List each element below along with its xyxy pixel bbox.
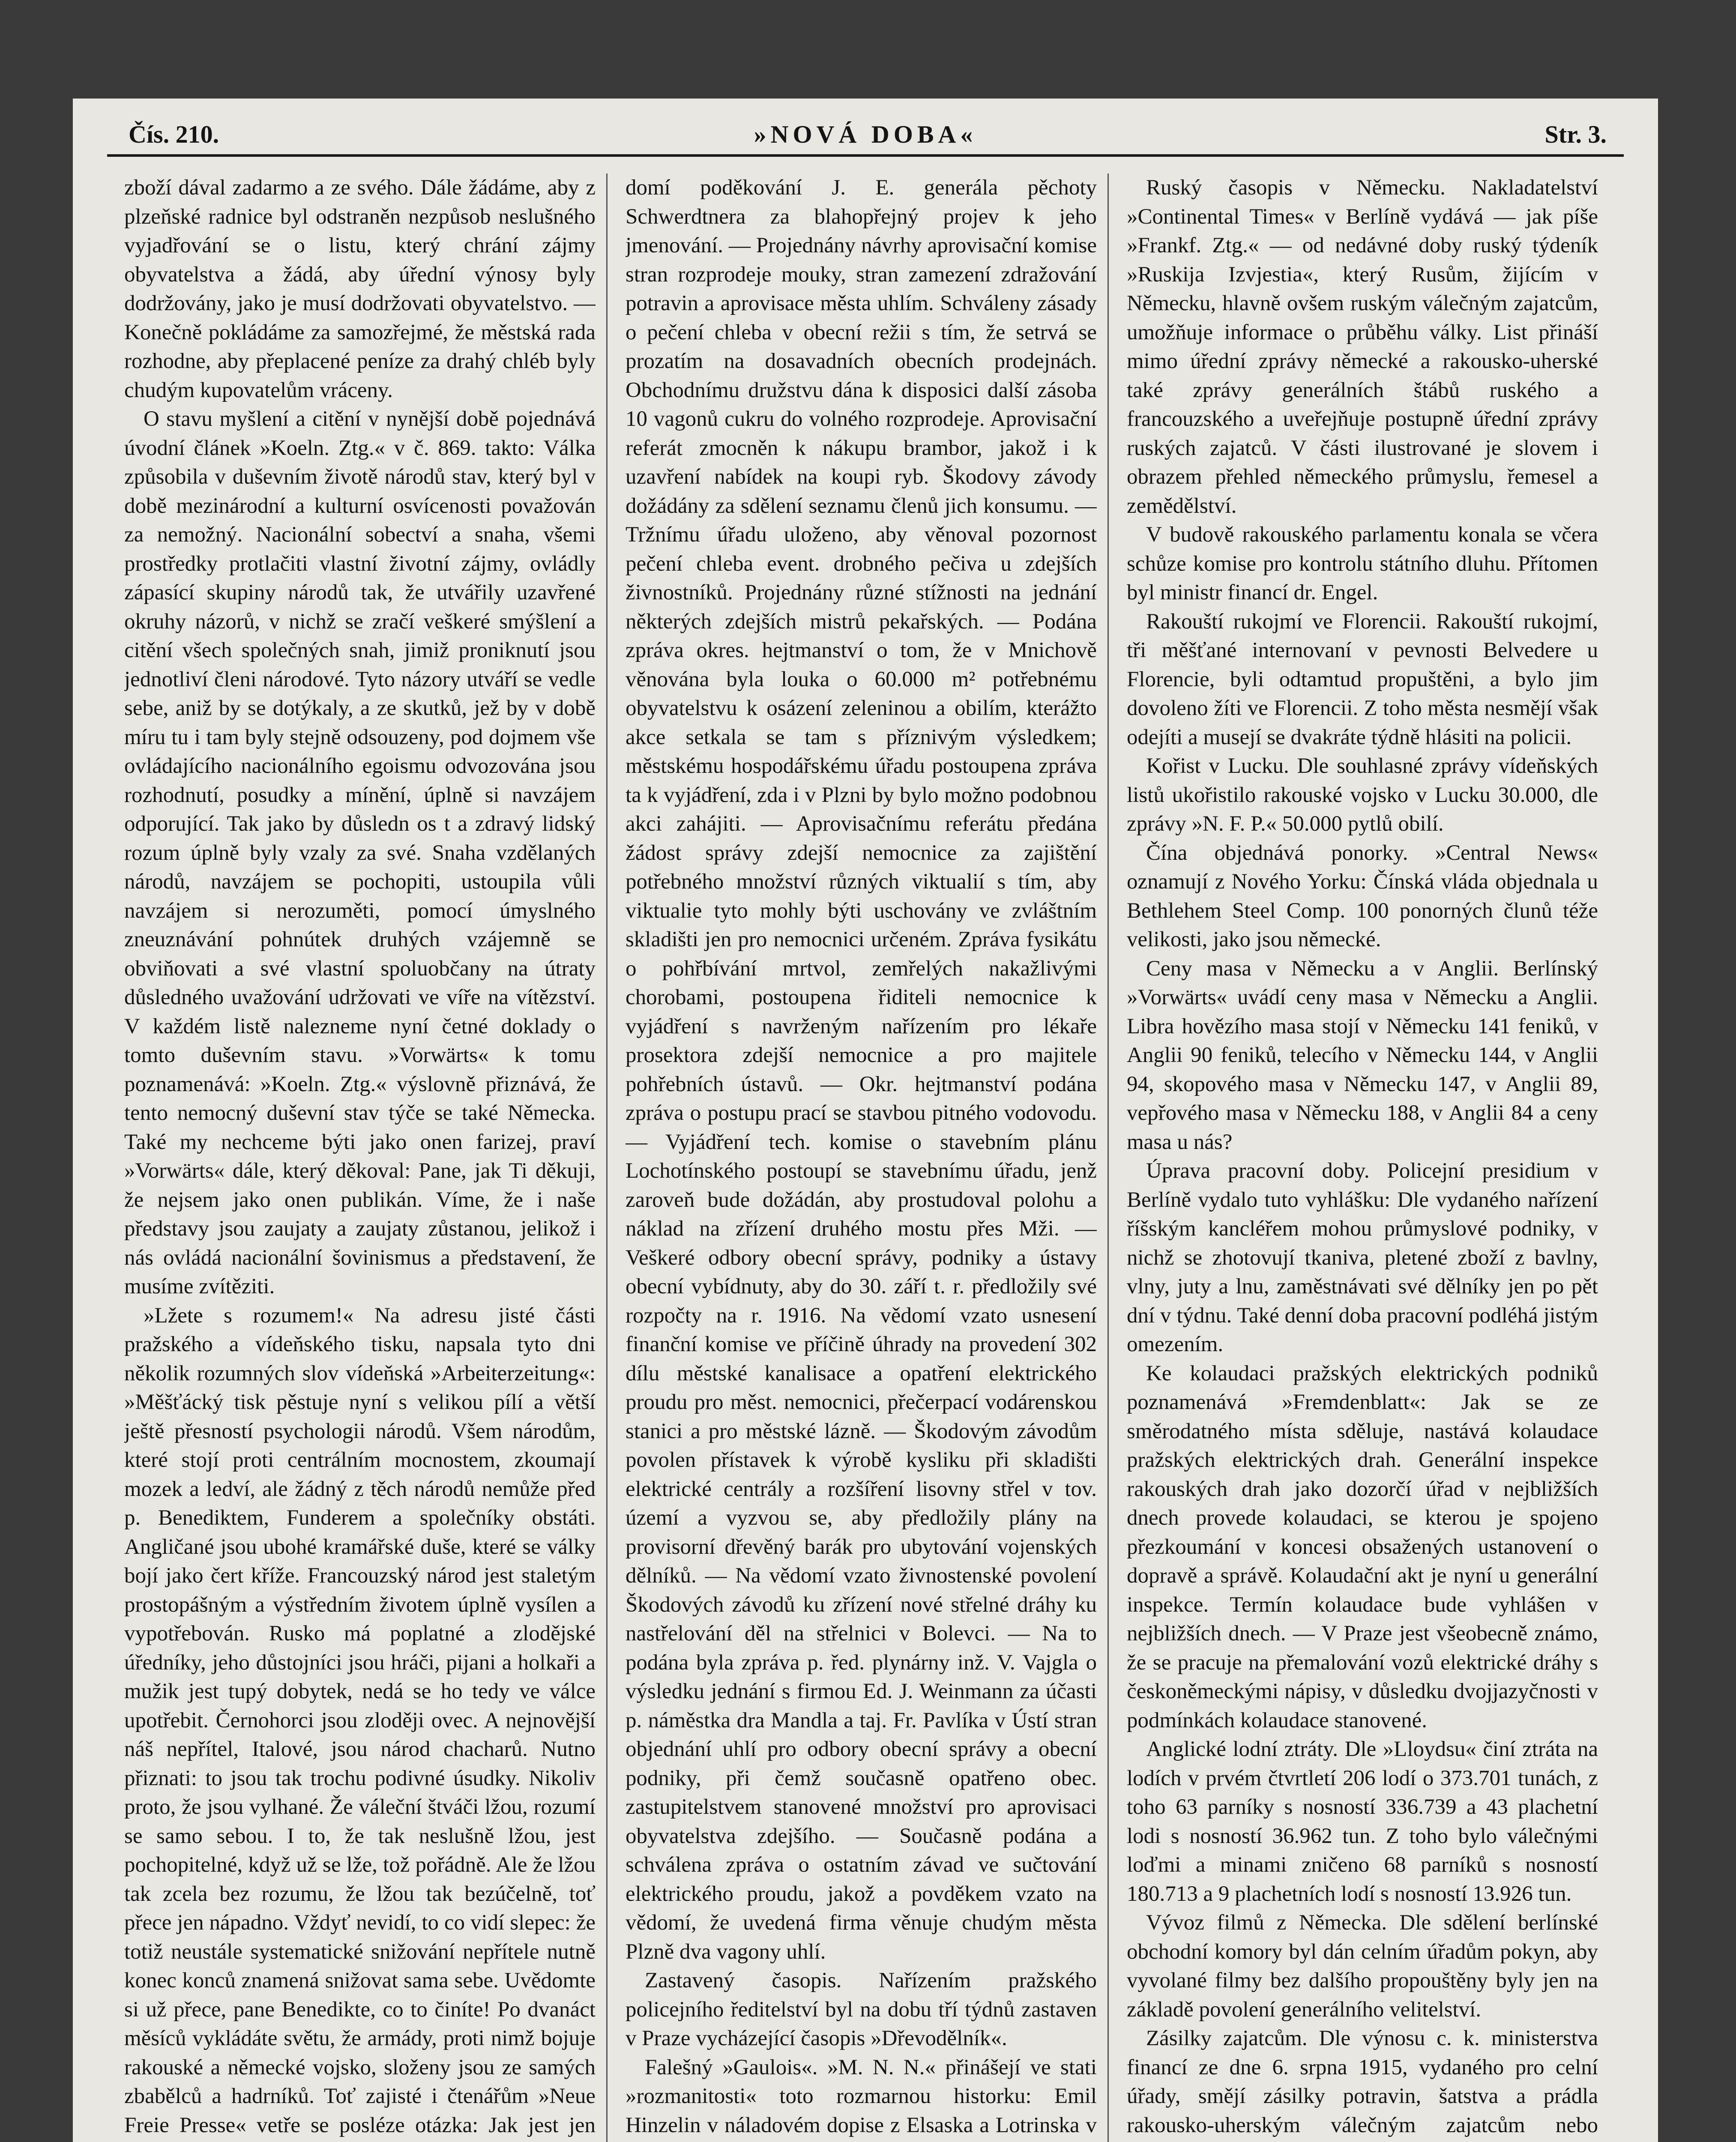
article-paragraph: zboží dával zadarmo a ze svého. Dále žádáme, aby z plzeňské radnice byl odstraněn nezpůsob neslušného vyjadřování se o listu, který chrání zájmy obyvatelstva a žádá, aby úřední výnosy byly dodržovány, jako je musí dodržovati obyvatelstvo. — Konečně pokládáme za samozřejmé, že městská rada rozhodne, aby přeplacené peníze za drahý chléb byly chudým kupovatelům vráceny. [124, 176, 596, 402]
article-paragraph: domí poděkování J. E. generála pěchoty Schwerdtnera za blahopřejný projev k jeho jmenování. — Projednány návrhy aprovisační komise stran rozprodeje mouky, stran zamezení zdražování potravin a aprovisace města uhlím. Schváleny zásady o pečení chleba v obecní režii s tím, že setrvá se prozatím na dosavadních obecních prodejnách. Obchodnímu družstvu dána k disposici další zásoba 10 vagonů cukru do volného rozprodeje. Aprovisační referát zmocněn k nákupu brambor, jakož i k uzavření nabídek na koupi ryb. Škodovy závody dožádány za sdělení seznamu členů jich konsumu. — Tržnímu úřadu uloženo, aby věnoval pozornost pečení chleba event. drobného pečiva u zdejších živnostníků. Projednány různé stížnosti na jednání některých zdejších mistrů pekařských. — Podána zpráva okres. hejtmanství o tom, že v Mnichově věnována byla louka o 60.000 m² potřebnému obyvatelstvu k osázení zeleninou a obilím, kterážto akce setkala se tam s příznivým výsledkem; městskému hospodářskému úřadu postoupena zpráva ta k vyjádření, zda i v Plzni by bylo možno podobnou akci zahájiti. — Aprovisačnímu referátu předána žádost správy zdejší nemocnice za zajištění potřebného množství různých viktualií s tím, aby viktualie tyto mohly býti uschovány ve zvláštním skladišti jen pro nemocnici určeném. Zpráva fysikátu o pohřbívání mrtvol, zemřelých nakažlivými chorobami, postoupena řiditeli nemocnice k vyjádření s navrženým nařízením pro lékaře prosektora zdejší nemocnice a pro majitele pohřebních ústavů. — Okr. hejtmanství podána zpráva o postupu prací se stavbou pitného vodovodu. — Vyjádření tech. komise o stavebním plánu Lochotínského postoupí se stavebnímu úřadu, jenž zaroveň bude dožádán, aby prostudoval polohu a náklad na zřízení druhého mostu přes Mži. — Veškeré odbory obecní správy, podniky a ústavy obecní vybídnuty, aby do 30. září t. r. předložily své rozpočty na r. 1916. Na vědomí vzato usnesení finanční komise ve příčině úhrady na provedení 302 dílu městské kanalisace a opatření elektrického proudu pro měst. nemocnici, přečerpací vodárenskou stanici a pro městské lázně. — Škodovým závodům povolen přístavek k výrobě kysliku při skladišti elektrické centrály a rozšíření lisovny střel v tov. území a vyzvou se, aby předložily plány na provisorní dřevěný barák pro ubytování vojenských dělníků. — Na vědomí vzato živnostenské povolení Škodových závodů ku zřízení nové střelné dráhy ku nastřelování děl na střelnici v Bolevci. — Na to podána byla zpráva p. řed. plynárny inž. V. Vajgla o výsledku jednání s firmou Ed. J. Weinmann za účasti p. náměstka dra Mandla a taj. Fr. Pavlíka v Ústí stran objednání uhlí pro odbory obecní správy a obecní podniky, při čemž současně opatřeno obec. zastupitelstvem stanovené množství pro aprovisaci obyvatelstva zdejšího. — Současně podána a schválena zpráva o ostatním závad ve sučtování elektrického proudu, jakož a povděkem vzato na vědomí, že uvedená firma věnuje chudým města Plzně dva vagony uhlí. [626, 176, 1097, 1964]
article-paragraph: V budově rakouského parlamentu konala se včera schůze komise pro kontrolu státního dluhu. Přítomen byl ministr financí dr. Engel. [1127, 523, 1598, 604]
article-paragraph: Anglické lodní ztráty. Dle »Lloydsu« činí ztráta na lodích v prvém čtvrtletí 206 lodí o 373.701 tunách, z toho 63 parníky s nosností 336.739 a 43 plachetní lodi s nosností 36.962 tun. Z toho bylo válečnými loďmi a minami zničeno 68 parníků s nosností 180.713 a 9 plachetních lodí s nosností 13.926 tun. [1127, 1737, 1598, 1906]
column-divider [1107, 174, 1109, 2142]
article-paragraph: Vývoz filmů z Německa. Dle sdělení berlínské obchodní komory byl dán celním úřadům pokyn, aby vyvolané filmy bez dalšího propouštěny byly jen na základě povolení generálního velitelství. [1127, 1911, 1598, 2022]
page-number: Str. 3. [1544, 120, 1607, 148]
article-paragraph: Čína objednává ponorky. »Central News« oznamují z Nového Yorku: Čínská vláda objednala u Bethlehem Steel Comp. 100 ponorných člunů téže velikosti, jako jsou německé. [1127, 841, 1598, 951]
article-paragraph: Ceny masa v Německu a v Anglii. Berlínský »Vorwärts« uvádí ceny masa v Německu a Anglii. Libra hovězího masa stojí v Německu 141 feniků, v Anglii 90 feniků, telecího v Německu 144, v Anglii 94, skopového masa v Německu 147, v Anglii 89, vepřového masa v Německu 188, v Anglii 84 a ceny masa u nás? [1127, 956, 1598, 1154]
article-paragraph: Kořist v Lucku. Dle souhlasné zprávy vídeňských listů ukořistilo rakouské vojsko v Lucku 30.000, dle zprávy »N. F. P.« 50.000 pytlů obilí. [1127, 754, 1598, 836]
article-paragraph: Falešný »Gaulois«. »M. N. N.« přinášejí ve stati »rozmanitosti« toto rozmarnou historku: Emil Hinzelin v náladovém dopise z Elsaska a Lotrinska v [626, 2055, 1097, 2137]
article-paragraph: Rakouští rukojmí ve Florencii. Rakouští rukojmí, tři měšťané internovaní v pevnosti Belvedere u Florencie, byli odtamtud propuštěni, a bylo jim dovoleno žíti ve Florencii. Z toho města nesmějí však odejíti a musejí se dvakráte týdně hlásiti na policii. [1127, 609, 1598, 749]
header-rule [107, 154, 1624, 157]
article-paragraph: O stavu myšlení a citění v nynější době pojednává úvodní článek »Koeln. Ztg.« v č. 869. takto: Válka způsobila v duševním životě národů stav, který byl v době mezinárodní a kulturní osvícenosti považován za nemožný. Nacionální sobectví a snaha, všemi prostředky protlačiti vlastní životní zájmy, ovládly zápasící skupiny národů tak, že utvářily uzavřené okruhy názorů, v nichž se zračí veškeré smýšlení a citění všech společných snah, jimiž proniknutí jsou jednotliví členi národové. Tyto názory utváří se vedle sebe, aniž by se dotýkaly, a ze skutků, jež by v době míru tu i tam byly stejně odsouzeny, pod dojmem vše ovládajícího nacionálního egoismu odvozována jsou rozhodnutí, posudky a mínění, úplně si navzájem odporující. Tak jako by důsledn os t a zdravý lidský rozum úplně byly vzaly za své. Snaha vzdělaných národů, navzájem se pochopiti, ustoupila vůli navzájem si nerozuměti, pomocí úmyslného zneuznávání pohnútek druhých vzájemně se obviňovati a své vlastní spoluobčany na útraty důsledného uvažování udržovati ve víře na vítězství. V každém listě nalezneme nyní četné doklady o tomto duševním stavu. »Vorwärts« k tomu poznamenává: »Koeln. Ztg.« výslovně přiznává, že tento nemocný duševní stav týče se také Německa. Také my nechceme býti jako onen farizej, praví »Vorwärts« dále, který děkoval: Pane, jak Ti děkuji, že nejsem jako onen publikán. Víme, že i naše představy jsou zaujaty a zaujaty zůstanou, jelikož i nás ovládá nacionální šovinismus a představení, že musíme zvítěziti. [124, 407, 596, 1298]
article-paragraph: Zastavený časopis. Nařízením pražského policejního ředitelství byl na dobu tří týdnů zastaven v Praze vycházející časopis »Dřevodělník«. [626, 1968, 1097, 2050]
column-1 [124, 174, 596, 2142]
column-divider [606, 174, 608, 2142]
article-paragraph: »Lžete s rozumem!« Na adresu jisté části pražského a vídeňského tisku, napsala tyto dni několik rozumných slov vídeňská »Arbeiterzeitung«: »Měšťácký tisk pěstuje nyní s velikou pílí a větší ještě přesností psychologii národů. Všem národům, které stojí proti centrálním mocnostem, zkoumají mozek a ledví, ale žádný z těch národů nemůže před p. Benediktem, Funderem a společníky obstáti. Angličané jsou ubohé kramářské duše, které se války bojí jako čert kříže. Francouzský národ jest staletým prostopášným a výstředním životem úplně vysílen a vypotřebován. Rusko má poplatné a zlodějské úředníky, jeho důstojníci jsou hráči, pijani a holkaři a mužik jest tupý dobytek, nedá se ho tedy ve válce upotřebit. Černohorci jsou zloději ovec. A nejnovější náš nepřítel, Italové, jsou národ chacharů. Nutno přiznati: to jsou tak trochu podivné úsudky. Nikoliv proto, že jsou vylhané. Že váleční štváči lžou, rozumí se samo sebou. I to, že tak neslušně lžou, jest pochopitelné, když už se lže, tož pořádně. Ale že lžou tak zcela bez rozumu, že lžou tak bezúčelně, toť přece jen nápadno. Vždyť nevidí, to co vidí slepec: že totiž neustále systematické snižování nepřítele nutně konec konců znamená snižovat sama sebe. Uvědomte si už přece, pane Benedikte, co to činíte! Po dvanáct měsíců vykládáte světu, že armády, proti nimž bojuje rakouské a německé vojsko, složeny jsou ze samých zbabělců a hadrníků. Toť zajisté i čtenářům »Neue Freie Presse« vetře se posléze otázka: Jak jest jen [124, 1303, 596, 2137]
column-3 [1127, 174, 1598, 2142]
article-paragraph: Zásilky zajatcům. Dle výnosu c. k. ministerstva financí ze dne 6. srpna 1915, vydaného pro celní úřady, smějí zásilky potravin, šatstva a prádla rakousko-uherským válečným zajatcům nebo [1127, 2026, 1598, 2137]
masthead-title: »NOVÁ DOBA« [754, 120, 977, 148]
column-2 [626, 174, 1097, 2142]
article-paragraph: Ruský časopis v Německu. Nakladatelství »Continental Times« v Berlíně vydává — jak píše »Frankf. Ztg.« — od nedávné doby ruský týdeník »Ruskija Izvjestia«, který Rusům, žijícím v Německu, hlavně ovšem ruským válečným zajatcům, umožňuje informace o průběhu války. List přináší mimo úřední zprávy německé a rakousko-uherské také zprávy generálních štábů ruského a francouzského a uveřejňuje postupně úřední zprávy ruských zajatců. V části ilustrované je slovem i obrazem přehled německého průmyslu, řemesel a zemědělství. [1127, 176, 1598, 518]
page-header [73, 111, 1658, 167]
article-paragraph: Ke kolaudaci pražských elektrických podniků poznamenává »Fremdenblatt«: Jak se ze směrodatného místa sděluje, nastává kolaudace pražských elektrických drah. Generální inspekce rakouských drah jako dozorčí úřad v nejbližších dnech provede kolaudaci, se kterou je spojeno přezkoumání v koncesi obsažených ustanovení o dopravě a správě. Kolaudační akt je nyní u generální inspekce. Termín kolaudace bude vyhlášen v nejbližších dnech. — V Praze jest všeobecně známo, že se pracuje na přemalování vozů elektrické dráhy s českoněmeckými nápisy, v důsledku dvojjazyčnosti v podmínkách kolaudace stanovené. [1127, 1361, 1598, 1732]
issue-number: Čís. 210. [129, 120, 219, 148]
newspaper-page [73, 99, 1658, 2142]
article-paragraph: Úprava pracovní doby. Policejní presidium v Berlíně vydalo tuto vyhlášku: Dle vydaného nařízení říšským kancléřem mohou průmyslové podniky, v nichž se zhotovují tkaniva, pletené zboží z bavlny, vlny, juty a lnu, zaměstnávati své dělníky jen po pět dní v týdnu. Také denní doba pracovní podléhá jistým omezením. [1127, 1159, 1598, 1356]
